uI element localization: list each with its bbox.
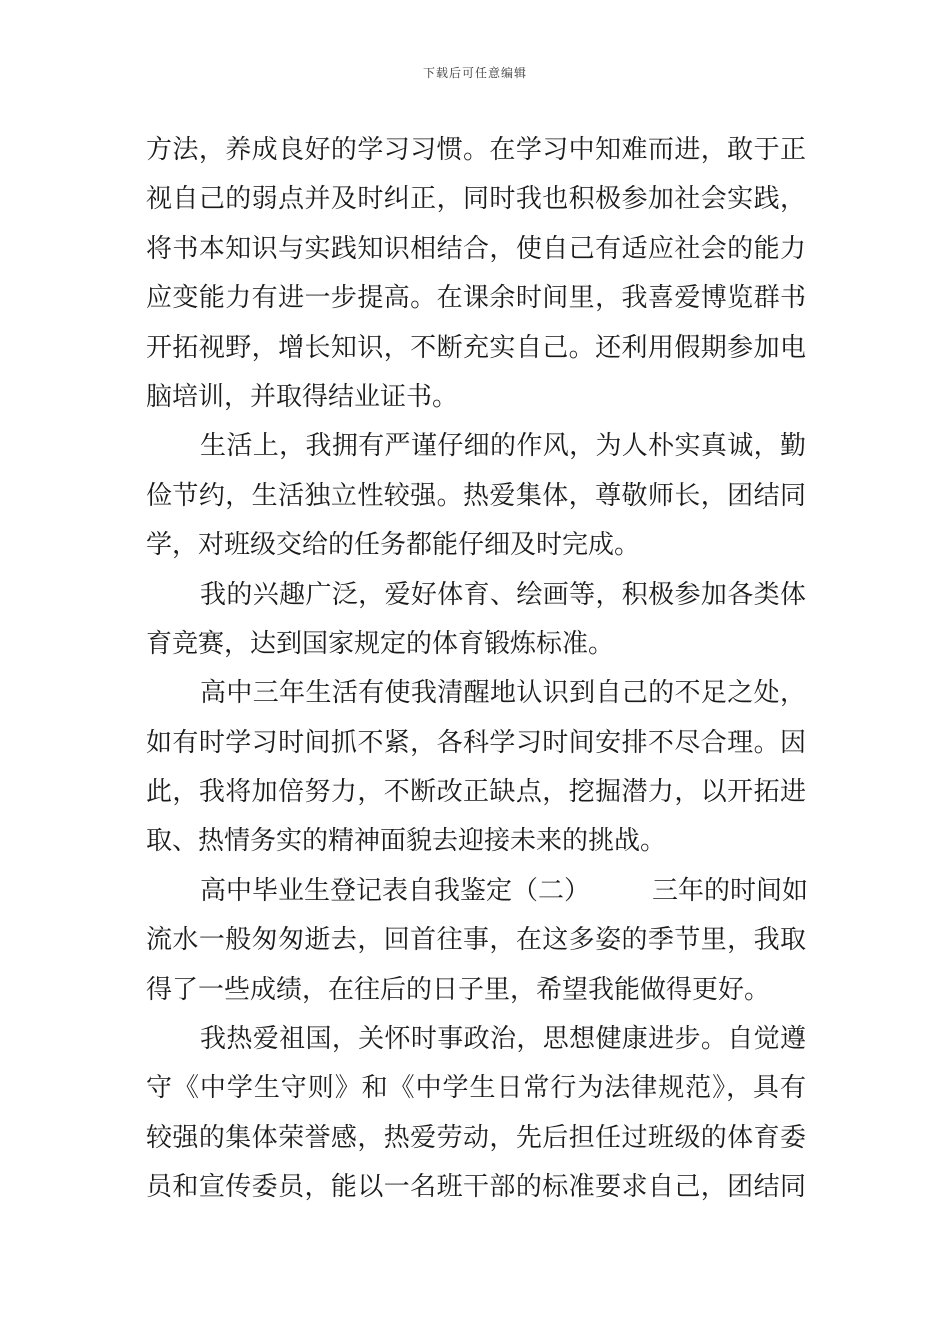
paragraph-6 [146, 1015, 806, 1213]
text-line: 如有时学习时间抓不紧，各科学习时间安排不尽合理。因 [146, 727, 806, 758]
text-line: 我的兴趣广泛，爱好体育、绘画等，积极参加各类体 [200, 579, 806, 610]
text-line: 脑培训，并取得结业证书。 [146, 381, 459, 412]
text-line: 育竞赛，达到国家规定的体育锻炼标准。 [146, 628, 615, 659]
paragraph-2 [146, 422, 806, 570]
text-line: 得了一些成绩，在往后的日子里，希望我能做得更好。 [146, 974, 771, 1005]
text-line: 员和宣传委员，能以一名班干部的标准要求自己，团结同 [146, 1172, 806, 1203]
paragraph-4 [146, 669, 806, 867]
text-line: 应变能力有进一步提高。在课余时间里，我喜爱博览群书 [146, 283, 806, 314]
document-body [146, 126, 809, 1213]
section-heading: 高中毕业生登记表自我鉴定（二） [200, 875, 591, 906]
text-line: 方法，养成良好的学习习惯。在学习中知难而进，敢于正 [146, 135, 806, 165]
text-line-continuation: 三年的时间如 [652, 875, 809, 906]
text-line: 此，我将加倍努力，不断改正缺点，挖掘潜力，以开拓进 [146, 777, 806, 808]
text-line: 将书本知识与实践知识相结合，使自己有适应社会的能力 [146, 233, 806, 264]
page-header: 下载后可任意编辑 [422, 66, 527, 80]
text-line: 高中三年生活有使我清醒地认识到自己的不足之处， [200, 678, 806, 709]
paragraph-5 [146, 867, 809, 1015]
text-line: 取、热情务实的精神面貌去迎接未来的挑战。 [146, 826, 667, 857]
text-line: 流水一般匆匆逝去，回首往事，在这多姿的季节里，我取 [146, 925, 806, 956]
text-line: 生活上，我拥有严谨仔细的作风，为人朴实真诚，勤 [200, 431, 806, 462]
text-line: 视自己的弱点并及时纠正，同时我也积极参加社会实践， [146, 184, 806, 215]
text-line: 俭节约，生活独立性较强。热爱集体，尊敬师长，团结同 [146, 480, 806, 511]
text-line: 开拓视野，增长知识，不断充实自己。还利用假期参加电 [146, 332, 806, 363]
text-line: 学，对班级交给的任务都能仔细及时完成。 [146, 530, 641, 561]
paragraph-1 [146, 126, 806, 422]
paragraph-3 [146, 571, 806, 670]
section-heading-line [146, 867, 809, 916]
text-line: 我热爱祖国，关怀时事政治，思想健康进步。自觉遵 [200, 1024, 806, 1055]
text-line: 守《中学生守则》和《中学生日常行为法律规范》，具有 [146, 1073, 806, 1104]
text-line: 较强的集体荣誉感，热爱劳动，先后担任过班级的体育委 [146, 1122, 806, 1153]
